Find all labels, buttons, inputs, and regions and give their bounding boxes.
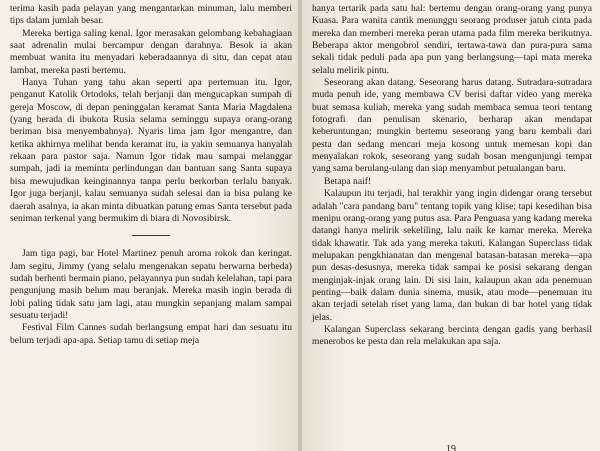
left-page [0,0,298,451]
left-paragraph-4: Jam tiga pagi, bar Hotel Martinez penuh aroma rokok dan keringat. Jam segitu, Jimmy (yang selalu mengenakan sepatu berwarna berbeda) sudah berhenti bermain piano, pelayannya pun sudah kelelahan, tapi para pengunjung masih belum mau beranjak. Mereka masih ingin berada di lobi paling tidak satu jam lagi, atau mungkin sepanjang malam sampai sesuatu terjadi! [10,248,292,321]
page-number: 19 [446,444,456,451]
right-paragraph-1: hanya tertarik pada satu hal: bertemu dengan orang-orang yang punya Kuasa. Para wanita cantik menunggu seorang produser jatuh cinta pada mereka dan memberi mereka peran utama pada film mereka berikutnya. Beberapa aktor mengobrol sendiri, tertawa-tawa dan pura-pura sama sekali tidak peduli pada apa pun yang berlangsung—tapi mata mereka selalu melirik pintu. [312,3,592,76]
right-paragraph-3: Betapa naif! [324,175,372,187]
left-paragraph-5: Festival Film Cannes sudah berlangsung empat hari dan sesuatu itu belum terjadi apa-apa. Setiap tamu di setiap meja [10,322,292,346]
right-paragraph-4: Kalaupun itu terjadi, hal terakhir yang ingin didengar orang tersebut adalah "cara pandang baru" tentang topik yang klise; tapi kesedihan bisa menipu orang-orang yang putus asa. Para Penguasa yang kadang mereka datangi hanya melirik sekeliling, lalu naik ke kamar mereka. Mereka tidak khawatir. Tak ada yang mereka takuti. Kalangan Superclass tidak melupakan pengkhianatan dan mengenal batasan-batasan mereka—apa pun desas-desusnya, mereka tidak sampai ke posisi sekarang dengan menginjak-injak orang lain. Di sisi lain, kalaupun akan ada penemuan penting—baik dalam dunia sinema, musik, atau mode—penemuan itu akan terjadi setelah riset yang lama, dan bukan di bar hotel yang tidak jelas. [312,188,592,323]
left-paragraph-1: terima kasih pada pelayan yang mengantarkan minuman, lalu memberi tips dalam jumlah besar. [10,3,292,27]
section-separator [132,235,170,236]
left-paragraph-2: Mereka bertiga saling kenal. Igor merasakan gelombang kebahagiaan saat adrenalin mulai bercampur dengan darahnya. Besok ia akan membuat wanita itu menyadari keberadaannya di situ, dan cepat atau lambat, mereka pasti bertemu. [10,27,292,76]
right-paragraph-2: Seseorang akan datang. Seseorang harus datang. Sutradara-sutradara muda penuh ide, yang membawa CV berisi daftar video yang mereka buat semasa kuliah, mereka yang sudah membaca semua teori tentang fotografi dan penulisan skenario, berharap akan mendapat keberuntungan; mungkin bertemu seseorang yang baru kembali dari pesta dan sedang mencari meja kosong untuk memesan kopi dan menyalakan rokok, seseorang yang sudah bosan mengunjungi tempat yang sama berulang-ulang dan siap menyambut petualangan baru. [312,77,592,175]
right-page [302,0,600,451]
left-paragraph-3: Hanya Tuhan yang tahu akan seperti apa pertemuan itu. Igor, penganut Katolik Ortodoks, telah berjanji dan mengucapkan sumpah di gereja Moscow, di depan peninggalan keramat Santa Maria Magdalena (yang berada di ibukota Rusia selama seminggu supaya orang-orang beriman bisa menyembahnya). Nyaris lima jam Igor mengantre, dan ketika akhirnya melihat benda keramat itu, ia yakin semuanya hanyalah rekaan para pastor saja. Namun Igor tidak mau sampai melanggar sumpah, jadi ia meminta perlindungan dan bantuan sang Santa supaya bisa mewujudkan keinginannya tanpa perlu berkorban terlalu banyak. Igor juga berjanji, kalau semuanya sudah selesai dan ia bisa pulang ke daerah asalnya, ia akan minta dibuatkan patung emas Santa tersebut pada seniman terkenal yang bermukim di biara di Novosibirsk. [10,77,292,224]
right-paragraph-5: Kalangan Superclass sekarang bercinta dengan gadis yang berhasil menerobos ke pesta dan rela melakukan apa saja. [312,323,592,348]
